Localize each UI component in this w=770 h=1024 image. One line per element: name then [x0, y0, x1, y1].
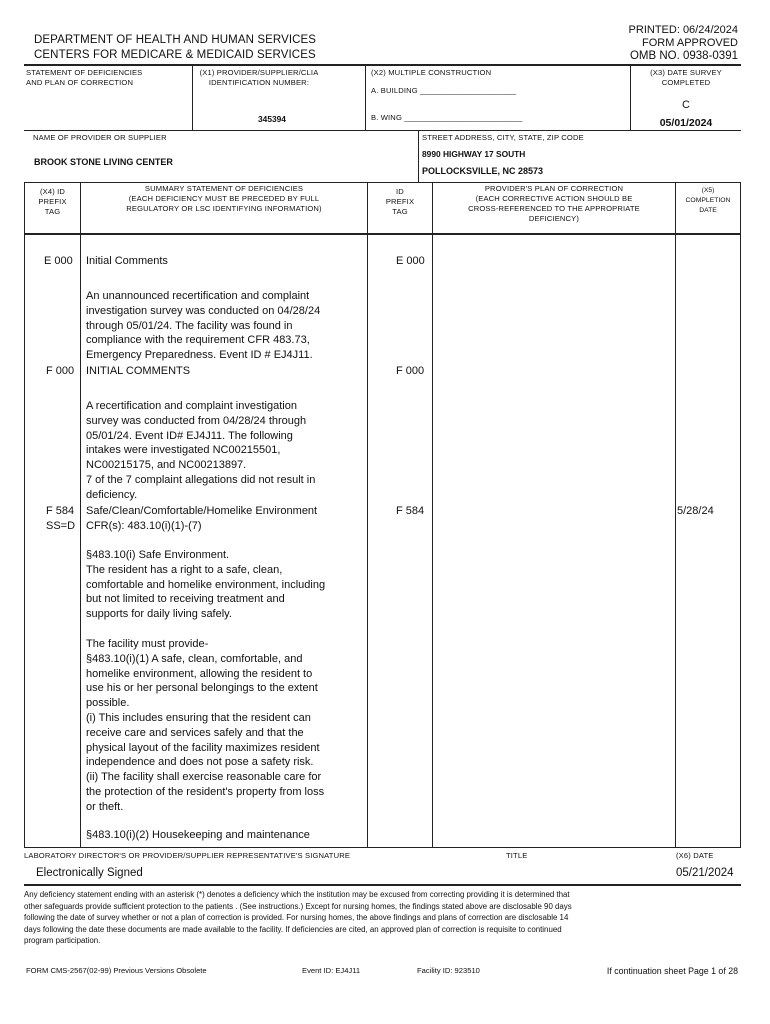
f584-title: Safe/Clean/Comfortable/Homelike Environment	[86, 505, 318, 517]
signature-bottom-rule	[24, 884, 741, 886]
wing-label: B. WING ___________________________	[371, 113, 523, 122]
tag-f584: F 584	[46, 505, 75, 517]
omb-number: OMB NO. 0938-0391	[629, 50, 738, 62]
statement-label: STATEMENT OF DEFICIENCIES AND PLAN OF CORRECTION	[26, 68, 143, 87]
f584-paragraph: §483.10(i)(2) Housekeeping and maintenance	[86, 829, 310, 841]
disclaimer: Any deficiency statement ending with an asterisk (*) denotes a deficiency which the institution may be excused from correcting providing it is determined that other safeguards provide sufficient protection to the patients . (See instructions.) Except for nursing homes, the findings stated above are disclosable 90 days following the date of survey whether or not a plan of correction is provided. For nursing homes, the above findings and plans of correction are disclosable 14 days following the date these documents are made available to the facility. If deficiencies are cited, an approved plan of correction is requisite to continued program participation.	[24, 890, 572, 946]
form-approved: FORM APPROVED	[642, 37, 738, 49]
signature-date: 05/21/2024	[676, 867, 734, 879]
f584-paragraph: The facility must provide- §483.10(i)(1) A safe, clean, comfortable, and homelike environment, allowing the resident to use his or her personal belongings to the extent possible. (i) This includes ensuring that the resident can receive care and services safely and that the physical layout of the facility maximizes resident independence and does not pose a safety risk. (ii) The facility shall exercise reasonable care for the protection of the resident's property from loss or theft.	[86, 638, 325, 813]
f000-title: INITIAL COMMENTS	[86, 365, 191, 377]
f000-body: A recertification and complaint investigation survey was conducted from 04/28/24 through 05/01/24. Event ID# EJ4J11. The following intakes were investigated NC00215501, NC00215175, and NC00213897. 7 of the 7 complaint allegations did not result in deficiency.	[86, 400, 316, 501]
tag-f000: F 000	[46, 365, 75, 377]
e000-body: An unannounced recertification and complaint investigation survey was conducted on 04/28/24 through 05/01/24. The facility was found in compliance with the requirement CFR 483.73, Emergency Preparedness. Event ID # EJ4J11.	[86, 290, 321, 362]
address-label: STREET ADDRESS, CITY, STATE, ZIP CODE	[422, 133, 584, 142]
form-number: FORM CMS-2567(02-99) Previous Versions Obsolete	[26, 966, 207, 975]
survey-code: C	[682, 99, 690, 111]
x2-label: (X2) MULTIPLE CONSTRUCTION	[371, 68, 492, 77]
event-id: Event ID: EJ4J11	[302, 966, 361, 975]
x1-label: (X1) PROVIDER/SUPPLIER/CLIA IDENTIFICATION NUMBER:	[199, 68, 319, 87]
box-rule	[24, 130, 741, 131]
facility-id: Facility ID: 923510	[417, 966, 480, 975]
id-e000: E 000	[396, 255, 425, 267]
divider	[192, 64, 193, 130]
header-bottom-rule	[24, 233, 741, 235]
department-title: DEPARTMENT OF HEALTH AND HUMAN SERVICES	[34, 34, 317, 46]
agency-title: CENTERS FOR MEDICARE & MEDICAID SERVICES	[34, 49, 316, 61]
completion-date: 5/28/24	[677, 505, 714, 517]
provider-id-number: 345394	[258, 114, 286, 124]
signature-rule	[24, 847, 741, 848]
table-right-border	[740, 182, 741, 847]
date-label: (X6) DATE	[676, 851, 714, 860]
address-city: POLLOCKSVILLE, NC 28573	[422, 166, 544, 176]
col-divider	[367, 182, 368, 847]
table-left-border	[24, 182, 25, 847]
x4-header: (X4) ID PREFIX TAG	[38, 187, 67, 216]
signature-label: LABORATORY DIRECTOR'S OR PROVIDER/SUPPLIER REPRESENTATIVE'S SIGNATURE	[24, 851, 351, 860]
id-f584: F 584	[396, 505, 425, 517]
printed-date: PRINTED: 06/24/2024	[628, 24, 738, 36]
plan-header: PROVIDER'S PLAN OF CORRECTION (EACH CORRECTIVE ACTION SHOULD BE CROSS-REFERENCED TO THE APPROPRIATE DEFICIENCY)	[468, 184, 640, 223]
survey-date: 05/01/2024	[659, 117, 713, 129]
severity-scope: SS=D	[46, 520, 76, 532]
top-rule	[24, 64, 741, 66]
e000-title: Initial Comments	[86, 255, 168, 267]
building-label: A. BUILDING ______________________	[371, 86, 517, 95]
x3-label: (X3) DATE SURVEY COMPLETED	[650, 68, 722, 87]
tag-e000: E 000	[44, 255, 73, 267]
title-label: TITLE	[506, 851, 528, 860]
provider-rule	[24, 182, 741, 183]
signature-value: Electronically Signed	[36, 867, 143, 879]
f584-cfr: CFR(s): 483.10(i)(1)-(7)	[86, 520, 202, 532]
col-divider	[432, 182, 433, 847]
x5-header: (X5) COMPLETION DATE	[685, 187, 731, 214]
f584-paragraph: §483.10(i) Safe Environment. The resident has a right to a safe, clean, comfortable and homelike environment, including but not limited to receiving treatment and supports for daily living safely.	[86, 549, 326, 621]
address-street: 8990 HIGHWAY 17 SOUTH	[422, 149, 526, 159]
summary-header: SUMMARY STATEMENT OF DEFICIENCIES (EACH DEFICIENCY MUST BE PRECEDED BY FULL REGULATORY OR LSC IDENTIFYING INFORMATION)	[126, 184, 322, 213]
page-indicator: If continuation sheet Page 1 of 28	[606, 966, 738, 976]
divider	[418, 130, 419, 182]
col-divider	[675, 182, 676, 847]
provider-name-label: NAME OF PROVIDER OR SUPPLIER	[33, 133, 167, 142]
col-divider	[80, 182, 81, 847]
id-header: ID PREFIX TAG	[385, 187, 415, 216]
id-f000: F 000	[396, 365, 425, 377]
divider	[365, 64, 366, 130]
provider-name: BROOK STONE LIVING CENTER	[34, 157, 173, 167]
